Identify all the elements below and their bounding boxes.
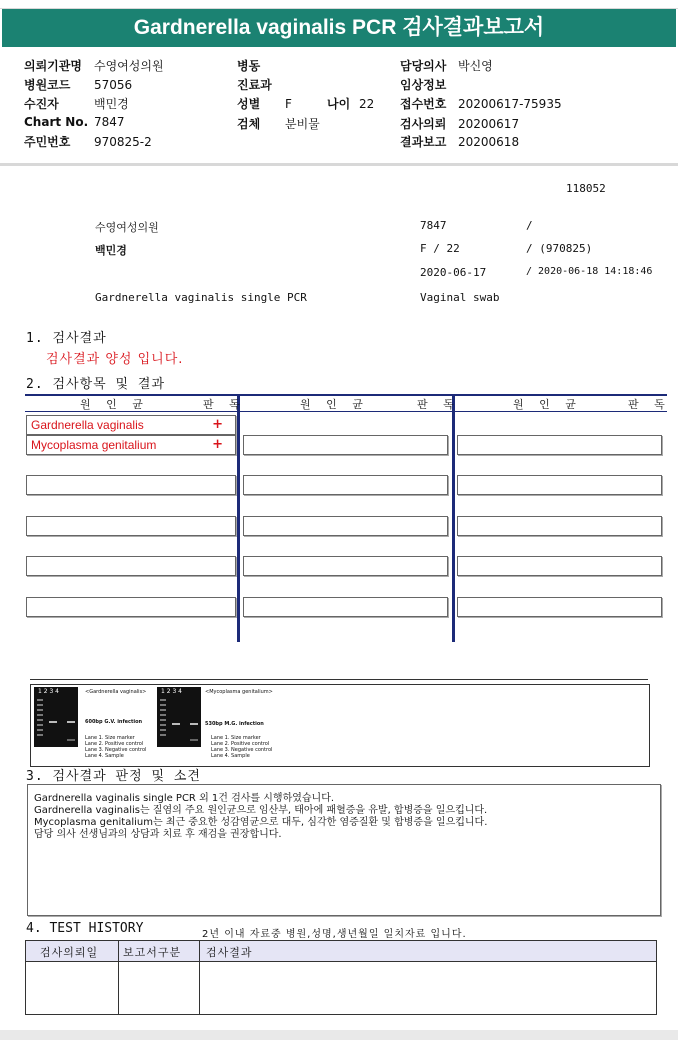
body-sex-age: F / 22 (420, 242, 460, 255)
gel-lane-1: Lane 1. Size marker (85, 735, 135, 741)
body-request-date: 2020-06-17 (420, 266, 487, 279)
col-pathogen-1: 원 인 균 (80, 398, 149, 411)
clinical-row: 임상정보 (400, 78, 447, 92)
section-4-title: 4. TEST HISTORY (26, 921, 144, 936)
grid-cell-empty (26, 475, 236, 495)
history-note: 2년 이내 자료중 병원,성명,생년월일 일치자료 입니다. (202, 929, 467, 940)
history-col-report-type: 보고서구분 (123, 946, 182, 959)
mg-title: <Mycoplasma genitalium> (205, 689, 273, 695)
body-slash: / (526, 219, 533, 232)
grid-cell-empty (243, 556, 448, 576)
header-divider (0, 163, 678, 166)
pathogen-name: Gardnerella vaginalis (31, 418, 144, 432)
grid-cell (26, 435, 236, 455)
gv-title: <Gardnerella vaginalis> (85, 689, 147, 695)
grid-cell (26, 415, 236, 435)
result-summary: 검사결과 양성 입니다. (46, 352, 184, 367)
body-report-datetime: / 2020-06-18 14:18:46 (526, 266, 653, 277)
receipt-row: 접수번호 20200617-75935 (400, 97, 562, 111)
pathogen-name: Mycoplasma genitalium (31, 438, 157, 452)
grid-cell-empty (457, 435, 662, 455)
specimen-row: 검체 분비물 (237, 117, 320, 131)
col-judge-3: 판 독 (628, 398, 671, 411)
grid-cell-empty (26, 556, 236, 576)
opinion-line: 담당 의사 선생님과의 상담과 치료 후 재검을 권장합니다. (34, 829, 282, 840)
top-strip (0, 0, 678, 9)
grid-cell-empty (243, 597, 448, 617)
history-table (25, 940, 657, 1015)
grid-cell-empty (243, 516, 448, 536)
opinion-line: Gardnerella vaginalis single PCR 외 1건 검사를 시행하였습니다. (34, 793, 335, 804)
request-row: 검사의뢰 20200617 (400, 117, 520, 131)
mg-band-label: 530bp M.G. infection (205, 721, 264, 727)
history-col-result: 검사결과 (206, 946, 253, 959)
institution-row: 의뢰기관명 수영여성의원 (24, 59, 164, 73)
opinion-line: Mycoplasma genitalium는 최근 중요한 성감염균으로 대두, 심각한 염증질환 및 합병증을 일으킵니다. (34, 817, 488, 828)
gel-lane-4: Lane 4. Sample (211, 753, 250, 759)
hospital-code-row: 병원코드 57056 (24, 78, 133, 92)
grid-cell-empty (26, 597, 236, 617)
report-date-row: 결과보고 20200618 (400, 135, 520, 149)
sex-age-row: 성별 F 나이 22 (237, 97, 375, 111)
ward-row: 병동 (237, 59, 261, 73)
dept-row: 진료과 (237, 78, 272, 92)
grid-cell-empty (457, 516, 662, 536)
grid-cell-empty (457, 556, 662, 576)
gel-top-rule (30, 679, 648, 680)
body-specimen: Vaginal swab (420, 291, 500, 304)
mg-gel-image: 1 2 3 4 (157, 687, 201, 747)
gel-lane-2: Lane 2. Positive control (85, 741, 144, 747)
gel-lane-3: Lane 3. Negative control (211, 747, 273, 753)
body-institution: 수영여성의원 (95, 221, 159, 234)
grid-cell-empty (243, 475, 448, 495)
body-test-name: Gardnerella vaginalis single PCR (95, 291, 307, 304)
body-chart: 7847 (420, 219, 447, 232)
col-pathogen-2: 원 인 균 (300, 398, 369, 411)
gv-band-label: 600bp G.V. infection (85, 719, 143, 725)
section-2-title: 2. 검사항목 및 결과 (26, 377, 166, 392)
resident-row: 주민번호 970825-2 (24, 135, 152, 149)
doctor-row: 담당의사 박신영 (400, 59, 493, 73)
grid-cell-empty (457, 475, 662, 495)
id-code: 118052 (566, 182, 606, 195)
gv-gel-image: 1 2 3 4 (34, 687, 78, 747)
opinion-box (27, 784, 661, 916)
gel-lane-1: Lane 1. Size marker (211, 735, 261, 741)
grid-cell-empty (26, 516, 236, 536)
body-birth: / (970825) (526, 242, 593, 255)
pathogen-result: + (212, 417, 223, 432)
grid-divider-1 (237, 394, 240, 642)
report-title: Gardnerella vaginalis PCR 검사결과보고서 (2, 9, 676, 47)
grid-cell-empty (457, 597, 662, 617)
patient-row: 수진자 백민경 (24, 97, 129, 111)
gel-electrophoresis-panel (30, 684, 650, 767)
grid-divider-2 (452, 394, 455, 642)
gel-lane-4: Lane 4. Sample (85, 753, 124, 759)
grid-cell-empty (243, 435, 448, 455)
col-pathogen-3: 원 인 균 (513, 398, 582, 411)
section-1-title: 1. 검사결과 (26, 331, 107, 346)
col-judge-2: 판 독 (417, 398, 460, 411)
section-3-title: 3. 검사결과 판정 및 소견 (26, 769, 201, 784)
body-patient: 백민경 (95, 244, 127, 257)
gel-lane-3: Lane 3. Negative control (85, 747, 147, 753)
history-header-row (26, 941, 656, 962)
history-col-request-date: 검사의뢰일 (40, 946, 99, 959)
pathogen-result: + (212, 437, 223, 452)
opinion-line: Gardnerella vaginalis는 질염의 주요 원인균으로 임산부, 태아에 패혈증을 유발, 합병증을 일으킵니다. (34, 805, 488, 816)
chart-row: Chart No. 7847 (24, 115, 125, 129)
col-judge-1: 판 독 (203, 398, 246, 411)
gel-lane-2: Lane 2. Positive control (211, 741, 270, 747)
